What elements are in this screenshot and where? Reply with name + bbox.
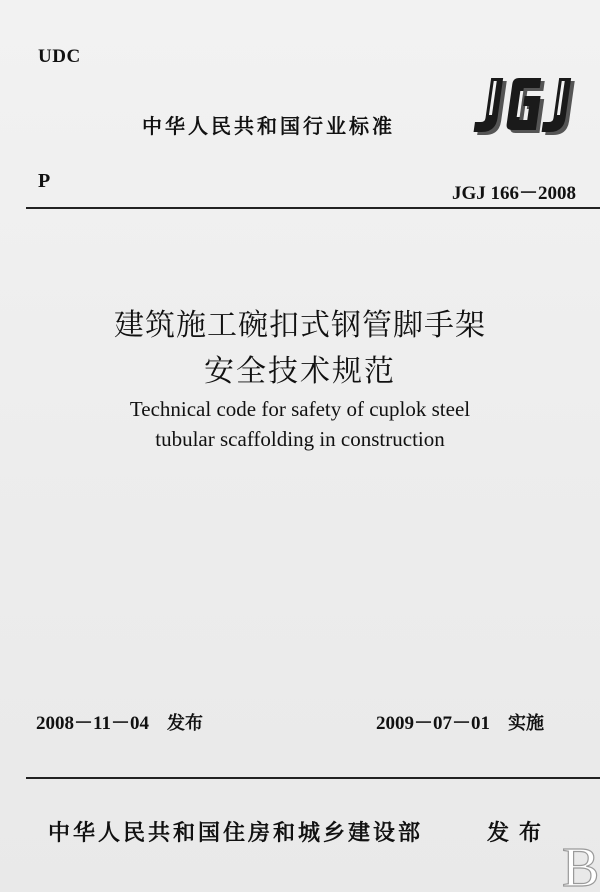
- corner-b-glyph: B: [562, 837, 600, 892]
- issue-date-block: [36, 708, 203, 735]
- top-divider: [26, 207, 600, 209]
- title-chinese-line2: 安全技术规范: [204, 354, 396, 389]
- effective-date-block: [376, 708, 544, 735]
- effective-date: 2009－07－01: [376, 713, 491, 734]
- category-letter: P: [38, 170, 51, 192]
- bottom-divider: [26, 777, 600, 779]
- issuing-authority: 中华人民共和国住房和城乡建设部: [48, 821, 424, 846]
- industry-standard-label: 中华人民共和国行业标准: [142, 114, 395, 138]
- issuer-action-label: 发布: [487, 821, 552, 846]
- title-english-line1: Technical code for safety of cuplok steel: [129, 397, 471, 421]
- corner-b-mark: [556, 832, 600, 892]
- udc-label: UDC: [38, 46, 81, 67]
- issue-date: 2008－11－04: [36, 713, 149, 734]
- effective-label: 实施: [508, 713, 545, 734]
- issue-label: 发布: [166, 713, 203, 734]
- title-chinese-line1: 建筑施工碗扣式钢管脚手架: [114, 308, 486, 343]
- title-english-line2: tubular scaffolding in construction: [155, 427, 445, 451]
- standard-number: JGJ 166－2008: [451, 183, 576, 204]
- jgj-logo: [470, 72, 582, 142]
